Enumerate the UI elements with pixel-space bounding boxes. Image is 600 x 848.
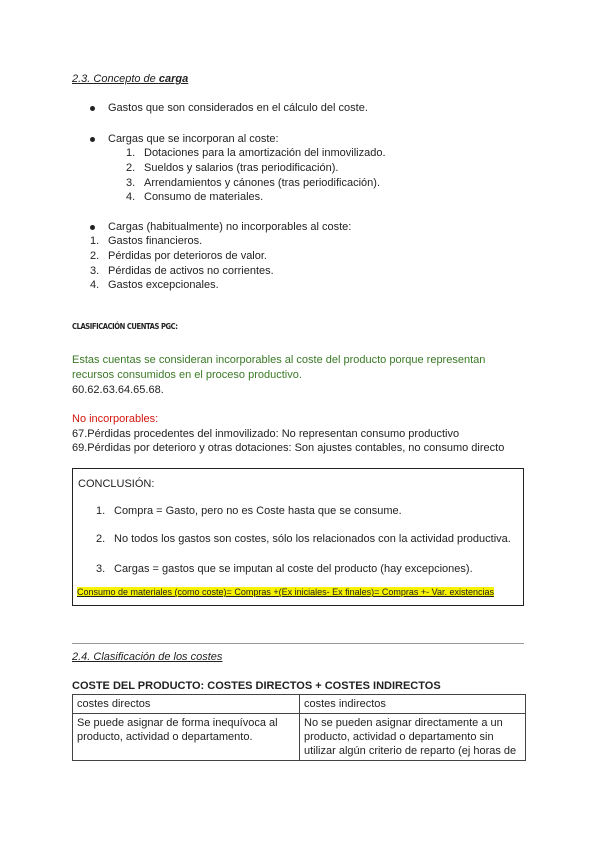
table-header-cell: costes indirectos: [300, 695, 526, 714]
list-item: Arrendamientos y cánones (tras periodificación).: [144, 177, 381, 189]
conclusion-item: Compra = Gasto, pero no es Coste hasta que se consume.: [114, 505, 402, 517]
account-69: 69.Pérdidas por deterioro y otras dotaciones: Son ajustes contables, no consumo directo: [72, 442, 505, 454]
conclusion-item: Cargas = gastos que se imputan al coste del producto (hay excepciones).: [114, 563, 473, 575]
list-number: 2.: [96, 533, 106, 545]
pgc-green-text: recursos consumidos en el proceso productivo.: [72, 369, 302, 381]
conclusion-box: [72, 468, 524, 606]
no-incorporables-label: No incorporables:: [72, 413, 159, 425]
table-header-cell: costes directos: [73, 695, 300, 714]
list-number: 3.: [90, 265, 100, 277]
bullet-item: Cargas que se incorporan al coste:: [108, 133, 279, 145]
list-number: 2.: [126, 162, 136, 174]
highlighted-formula: Consumo de materiales (como coste)= Compras +(Ex iniciales- Ex finales)= Compras +- Var. existencias: [77, 587, 494, 597]
list-item: Pérdidas por deterioros de valor.: [108, 250, 267, 262]
list-number: 3.: [126, 177, 136, 189]
pgc-accounts: 60.62.63.64.65.68.: [72, 384, 164, 396]
list-number: 4.: [90, 279, 100, 291]
pgc-green-text: Estas cuentas se consideran incorporables al coste del producto porque representan: [72, 354, 486, 366]
list-number: 1.: [90, 235, 100, 247]
bullet-item: Gastos que son considerados en el cálculo del coste.: [108, 102, 368, 114]
list-number: 2.: [90, 250, 100, 262]
list-item: Dotaciones para la amortización del inmovilizado.: [144, 147, 386, 159]
bullet-dot: [90, 137, 95, 142]
list-number: 1.: [126, 147, 136, 159]
list-item: Pérdidas de activos no corrientes.: [108, 265, 274, 277]
table-cell: Se puede asignar de forma inequívoca al producto, actividad o departamento.: [73, 714, 300, 761]
list-number: 3.: [96, 563, 106, 575]
conclusion-title: CONCLUSIÓN:: [78, 478, 155, 490]
list-number: 4.: [126, 191, 136, 203]
list-number: 1.: [96, 505, 106, 517]
bullet-item: Cargas (habitualmente) no incorporables al coste:: [108, 221, 352, 233]
costs-subtitle: COSTE DEL PRODUCTO: COSTES DIRECTOS + COSTES INDIRECTOS: [72, 680, 441, 692]
bullet-dot: [90, 106, 95, 111]
section-heading-2-4: 2.4. Clasificación de los costes: [72, 651, 223, 663]
list-item: Consumo de materiales.: [144, 191, 264, 203]
section-heading-2-3: 2.3. Concepto de carga: [72, 73, 189, 85]
list-item: Gastos excepcionales.: [108, 279, 219, 291]
bullet-dot: [90, 225, 95, 230]
horizontal-divider: [72, 643, 524, 644]
account-67: 67.Pérdidas procedentes del inmovilizado: No representan consumo productivo: [72, 428, 460, 440]
list-item: Gastos financieros.: [108, 235, 203, 247]
pgc-title: CLASIFICACIÓN CUENTAS PGC:: [72, 322, 178, 331]
costs-table: [72, 694, 526, 761]
table-cell: No se pueden asignar directamente a un producto, actividad o departamento sin utilizar algún criterio de reparto (ej horas de: [300, 714, 526, 761]
conclusion-item: No todos los gastos son costes, sólo los relacionados con la actividad productiva.: [114, 533, 511, 545]
table-row: [73, 714, 526, 761]
list-item: Sueldos y salarios (tras periodificación).: [144, 162, 339, 174]
table-header-row: [73, 695, 526, 714]
